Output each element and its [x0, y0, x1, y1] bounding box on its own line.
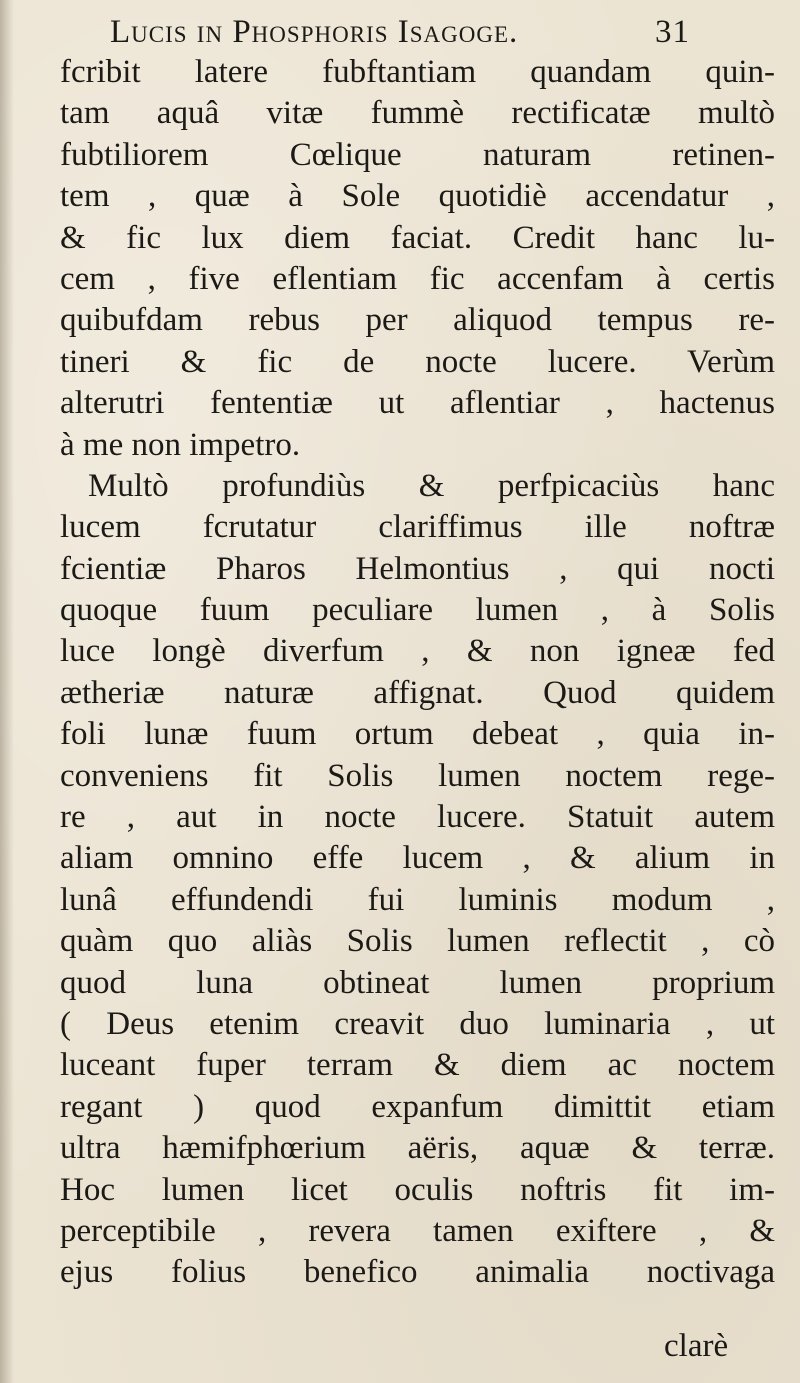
text-line: luceant fuper terram & diem ac noctem	[60, 1047, 775, 1084]
text-line: lunâ effundendi fui luminis modum ,	[60, 881, 775, 918]
text-line: ultra hæmifphœrium aëris, aquæ & terræ.	[60, 1130, 775, 1167]
running-head-title: Lucis in Phosphoris Isagoge.	[110, 14, 519, 50]
text-line: quoque fuum peculiare lumen , à Solis	[60, 592, 775, 629]
text-line: cem , five eflentiam fic accenfam à certis	[60, 260, 775, 297]
paragraph-start-line: Multò profundiùs & perfpicaciùs hanc	[88, 467, 775, 504]
text-line: quibufdam rebus per aliquod tempus re-	[60, 302, 775, 339]
page-gutter-shadow	[0, 0, 14, 1383]
text-line: regant ) quod expanfum dimittit etiam	[60, 1088, 775, 1125]
text-line: fcientiæ Pharos Helmontius , qui nocti	[60, 550, 775, 587]
text-line: aliam omnino effe lucem , & alium in	[60, 840, 775, 877]
text-line: lucem fcrutatur clariffimus ille noftræ	[60, 509, 775, 546]
body-text	[60, 52, 775, 1294]
catchword: clarè	[664, 1328, 729, 1364]
text-line: conveniens fit Solis lumen noctem rege-	[60, 757, 775, 794]
text-line: quàm quo aliàs Solis lumen reflectit , cò	[60, 923, 775, 960]
text-line: ejus folius benefico animalia noctivaga	[60, 1254, 775, 1291]
text-line: foli lunæ fuum ortum debeat , quia in-	[60, 716, 775, 753]
text-line: tineri & fic de nocte lucere. Verùm	[60, 343, 775, 380]
text-line: perceptibile , revera tamen exiftere , &	[60, 1212, 775, 1249]
text-line: Hoc lumen licet oculis noftris fit im-	[60, 1171, 775, 1208]
text-line: luce longè diverfum , & non igneæ fed	[60, 633, 775, 670]
text-line: & fic lux diem faciat. Credit hanc lu-	[60, 219, 775, 256]
text-line: fcribit latere fubftantiam quandam quin-	[60, 54, 775, 90]
text-line: ( Deus etenim creavit duo luminaria , ut	[60, 1005, 775, 1042]
paragraph-end-line: à me non impetro.	[60, 426, 301, 463]
text-line: quod luna obtineat lumen proprium	[60, 964, 775, 1001]
text-line: tam aquâ vitæ fummè rectificatæ multò	[60, 95, 775, 132]
text-line: ætheriæ naturæ affignat. Quod quidem	[60, 674, 775, 711]
text-line: fubtiliorem Cœlique naturam retinen-	[60, 136, 775, 173]
text-line: tem , quæ à Sole quotidiè accendatur ,	[60, 178, 775, 215]
page-number: 31	[655, 14, 690, 50]
text-line: alterutri fententiæ ut aflentiar , hactenus	[60, 385, 775, 422]
text-line: re , aut in nocte lucere. Statuit autem	[60, 799, 775, 836]
